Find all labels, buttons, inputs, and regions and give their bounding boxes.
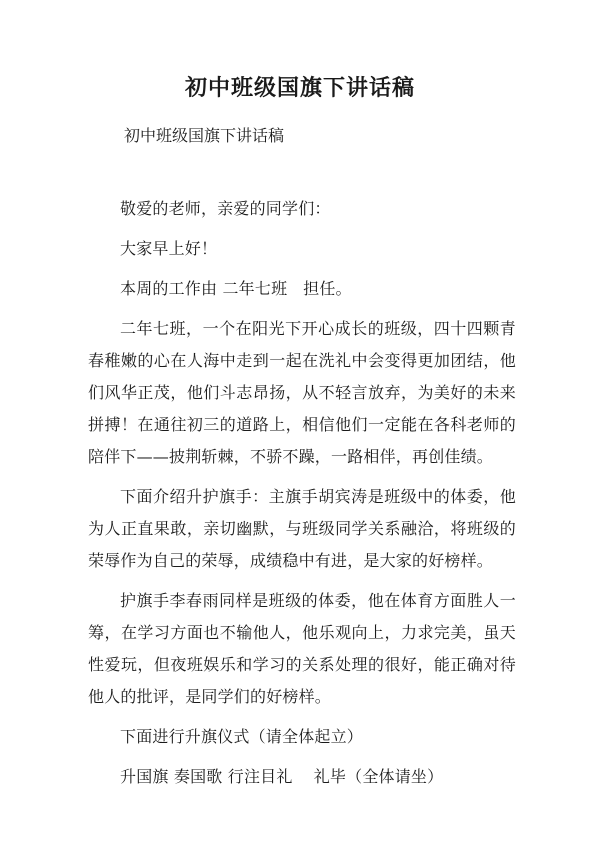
paragraph-ceremony-start: 下面进行升旗仪式（请全体起立） — [120, 727, 364, 746]
paragraph-greeting: 敬爱的老师，亲爱的同学们： — [120, 199, 331, 218]
document-subtitle: 初中班级国旗下讲话稿 — [124, 126, 285, 145]
paragraph-duty-class: 本周的工作由 二年七班 担任。 — [120, 279, 352, 298]
document-title: 初中班级国旗下讲话稿 — [184, 75, 415, 101]
paragraph-flag-bearer: 下面介绍升护旗手：主旗手胡宾涛是班级中的体委，他为人正直果敢，亲切幽默，与班级同学关系融洽，将班级的荣辱作为自己的荣辱，成绩稳中有进，是大家的好榜样。 — [88, 487, 516, 570]
document-body — [88, 193, 516, 801]
paragraph-class-intro: 二年七班，一个在阳光下开心成长的班级，四十四颗青春稚嫩的心在人海中走到一起在洗礼中会变得更加团结，他们风华正茂，他们斗志昂扬，从不轻言放弃，为美好的未来拼搏！在通往初三的道路上，相信他们一定能在各科老师的陪伴下——披荆斩棘，不骄不躁，一路相伴，再创佳绩。 — [88, 319, 516, 466]
paragraph-ceremony-steps: 升国旗 奏国歌 行注目礼 礼毕（全体请坐） — [120, 767, 444, 786]
paragraph-flag-guard: 护旗手李春雨同样是班级的体委，他在体育方面胜人一筹，在学习方面也不输他人，他乐观向上，力求完美，虽天性爱玩，但夜班娱乐和学习的关系处理的很好，能正确对待他人的批评，是同学们的好榜样。 — [88, 591, 516, 706]
paragraph-good-morning: 大家早上好！ — [120, 239, 218, 258]
